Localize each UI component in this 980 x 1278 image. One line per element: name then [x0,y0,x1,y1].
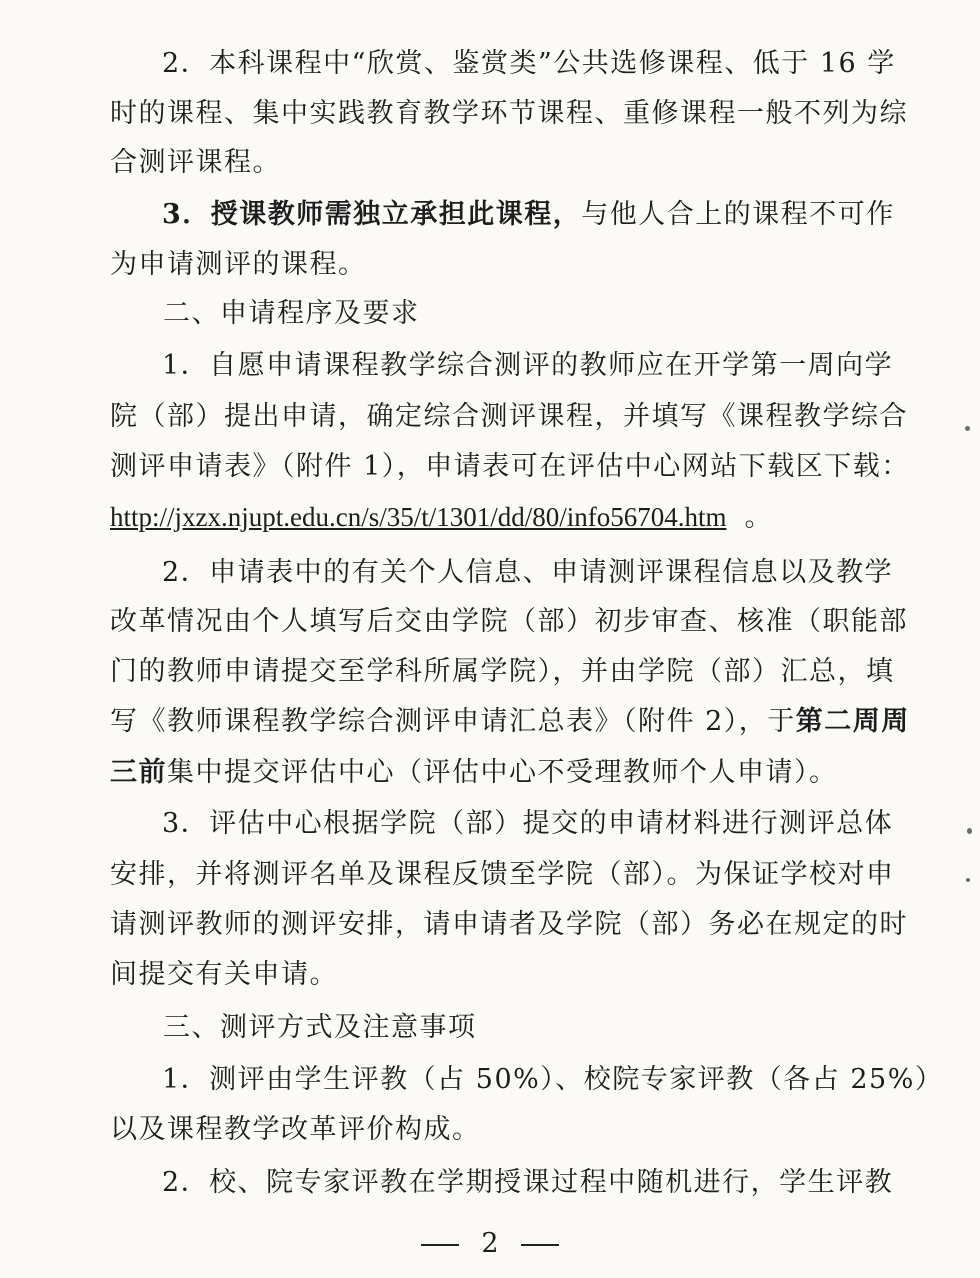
paragraph-2-line-1: 2．本科课程中“欣赏、鉴赏类”公共选修课程、低于 16 学 [162,48,896,79]
section-3-paragraph-1-line-2: 以及课程教学改革评价构成。 [110,1114,481,1145]
section-2-paragraph-2-line-3: 门的教师申请提交至学科所属学院），并由学院（部）汇总，填 [110,656,895,687]
right-dash [521,1244,559,1246]
section-2-paragraph-1-line-4 [110,500,870,535]
paragraph-3-line-2: 为申请测评的课程。 [110,249,367,280]
section-2-paragraph-2-line-4-text: 写《教师课程教学综合测评申请汇总表》（附件 2），于 [110,706,796,737]
scan-dot-mark [967,828,972,834]
scan-dot-mark [965,426,970,431]
paragraph-3-bold-text: 3．授课教师需独立承担此课程， [162,199,582,230]
page-number: 2 [481,1228,499,1259]
paragraph-2-line-3: 合测评课程。 [110,147,281,178]
section-2-paragraph-3-line-2: 安排，并将测评名单及课程反馈至学院（部）。为保证学校对申 [110,859,895,890]
deadline-bold-text-part-1: 第二周周 [795,706,910,737]
section-2-title: 二、申请程序及要求 [163,298,420,329]
paragraph-3-regular-text: 与他人合上的课程不可作 [581,199,895,230]
section-2-paragraph-1-line-3: 测评申请表》（附件 1），申请表可在评估中心网站下载区下载： [110,451,910,482]
section-2-paragraph-3-line-1: 3．评估中心根据学院（部）提交的申请材料进行测评总体 [162,808,894,839]
section-2-paragraph-1-line-1: 1．自愿申请课程教学综合测评的教师应在开学第一周向学 [162,350,894,381]
section-2-paragraph-2-line-4 [110,705,910,739]
section-2-paragraph-2-line-2: 改革情况由个人填写后交由学院（部）初步审查、核准（职能部 [110,606,908,637]
url-ending-punctuation: 。 [744,502,773,533]
paragraph-2-line-2: 时的课程、集中实践教育教学环节课程、重修课程一般不列为综 [110,98,908,129]
left-dash [421,1244,459,1246]
section-2-paragraph-2-line-5 [110,756,870,790]
download-link[interactable]: http://jxzx.njupt.edu.cn/s/35/t/1301/dd/80/info56704.htm [110,502,727,532]
paragraph-3-line-1 [162,198,895,232]
section-2-paragraph-2-line-5-text: 集中提交评估中心（评估中心不受理教师个人申请）。 [167,757,838,788]
section-2-paragraph-2-line-1: 2．申请表中的有关个人信息、申请测评课程信息以及教学 [162,557,894,588]
section-3-paragraph-1-line-1: 1．测评由学生评教（占 50%）、校院专家评教（各占 25%） [162,1064,944,1095]
section-3-title: 三、测评方式及注意事项 [163,1012,477,1043]
scan-dot-mark [966,878,970,882]
section-2-paragraph-3-line-4: 间提交有关申请。 [110,959,338,990]
deadline-bold-text-part-2: 三前 [110,757,167,788]
section-2-paragraph-3-line-3: 请测评教师的测评安排，请申请者及学院（部）务必在规定的时 [110,909,908,940]
section-3-paragraph-2-line-1: 2．校、院专家评教在学期授课过程中随机进行，学生评教 [162,1167,894,1198]
section-2-paragraph-1-line-2: 院（部）提出申请，确定综合测评课程，并填写《课程教学综合 [110,401,908,432]
page-number-footer [0,1227,980,1261]
